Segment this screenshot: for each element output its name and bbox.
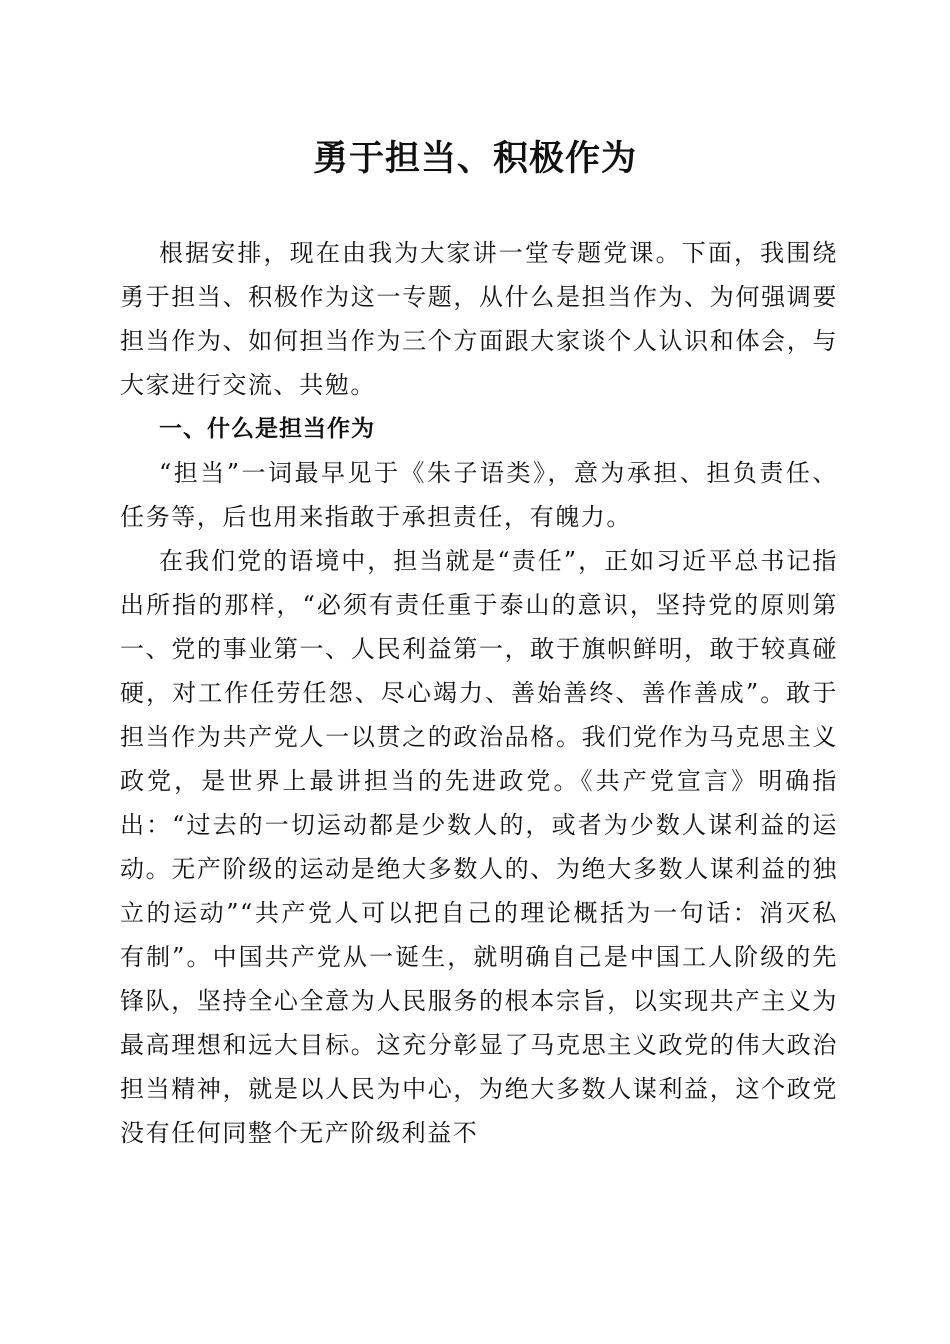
document-body	[120, 231, 838, 1155]
intro-paragraph: 根据安排，现在由我为大家讲一堂专题党课。下面，我围绕勇于担当、积极作为这一专题，从什么是担当作为、为何强调要担当作为、如何担当作为三个方面跟大家谈个人认识和体会，与大家进行交流、共勉。	[120, 239, 838, 399]
paragraph-party-responsibility: 在我们党的语境中，担当就是“责任”，正如习近平总书记指出所指的那样，“必须有责任重于泰山的意识，坚持党的原则第一、党的事业第一、人民利益第一，敢于旗帜鲜明，敢于较真碰硬，对工作任劳任怨、尽心竭力、善始善终、善作善成”。敢于担当作为共产党人一以贯之的政治品格。我们党作为马克思主义政党，是世界上最讲担当的先进政党。《共产党宣言》明确指出：“过去的一切运动都是少数人的，或者为少数人谋利益的运动。无产阶级的运动是绝大多数人的、为绝大多数人谋利益的独立的运动”“共产党人可以把自己的理论概括为一句话：消灭私有制”。中国共产党从一诞生，就明确自己是中国工人阶级的先锋队，坚持全心全意为人民服务的根本宗旨，以实现共产主义为最高理想和远大目标。这充分彰显了马克思主义政党的伟大政治担当精神，就是以人民为中心，为绝大多数人谋利益，这个政党没有任何同整个无产阶级利益不	[120, 547, 838, 1147]
section-heading: 一、什么是担当作为	[159, 416, 375, 442]
document-title: 勇于担当、积极作为	[312, 138, 637, 179]
paragraph-danggdang-origin: “担当”一词最早见于《朱子语类》，意为承担、担负责任、任务等，后也用来指敢于承担责任，有魄力。	[120, 459, 838, 531]
